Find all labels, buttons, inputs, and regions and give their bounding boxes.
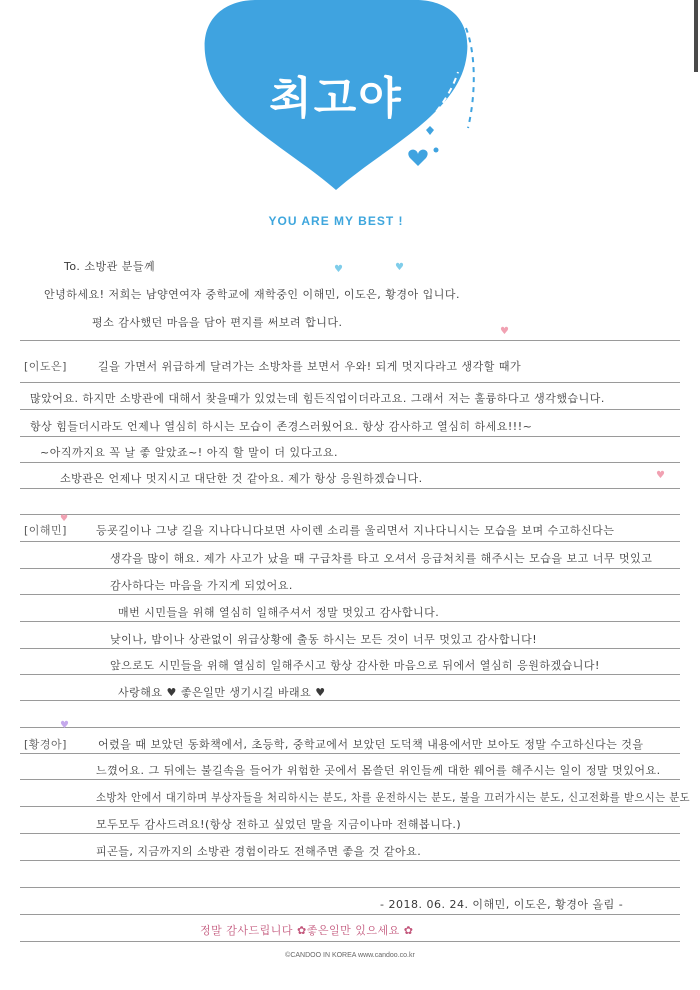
letter-line: 모두모두 감사드려요!(항상 전하고 싶었던 말을 지금이나마 전해봅니다.) [96, 818, 462, 831]
rule-line [20, 488, 680, 489]
letter-line: 생각을 많이 해요. 제가 사고가 났을 때 구급차를 타고 오셔서 응급처치를 해주시는 모습을 보고 너무 멋있고 [110, 552, 653, 565]
section-tag: [이도은] [24, 360, 67, 373]
letter-line: 느꼈어요. 그 뒤에는 불길속을 들어가 위험한 곳에서 몸쓸던 위인들께 대한 웨어를 해주시는 일이 정말 멋있어요. [96, 764, 661, 777]
letter-line: 길을 가면서 위급하게 달려가는 소방차를 보면서 우와! 되게 멋지다라고 생각할 때가 [98, 360, 522, 373]
page-edge-shadow [694, 0, 698, 72]
rule-line [20, 541, 680, 542]
rule-line [20, 514, 680, 515]
rule-line [20, 436, 680, 437]
letter-line: 감사하다는 마음을 가지게 되었어요. [110, 579, 293, 592]
letter-line: 앞으로도 시민들을 위해 열심히 일해주시고 항상 감사한 마음으로 뒤에서 열심히 응원하겠습니다! [110, 659, 600, 672]
rule-line [20, 674, 680, 675]
rule-line [20, 779, 680, 780]
rule-line [20, 462, 680, 463]
heart-doodle-icon: ♥ [656, 470, 665, 481]
section-tag: [이해민] [24, 524, 67, 537]
card-title: 최고야 [269, 73, 403, 124]
heart-doodle-icon: ♥ [334, 264, 343, 275]
card-subtitle: YOU ARE MY BEST ! [268, 214, 404, 228]
greeting: To. 소방관 분들께 [64, 260, 156, 273]
small-hearts-icon [386, 120, 456, 180]
letter-line: 등굣길이나 그냥 길을 지나다니다보면 사이렌 소리를 울리면서 지나다니시는 모습을 보며 수고하신다는 [96, 524, 615, 537]
heart-doodle-icon: ♥ [395, 262, 404, 273]
rule-line [20, 860, 680, 861]
letter-line: 많았어요. 하지만 소방관에 대해서 찾을때가 있었는데 힘든직업이더라고요. 그래서 저는 훌륭하다고 생각했습니다. [30, 392, 605, 405]
rule-line [20, 594, 680, 595]
rule-line [20, 833, 680, 834]
letter-line: 사랑해요 ♥ 좋은일만 생기시길 바래요 ♥ [118, 686, 326, 699]
rule-line [20, 753, 680, 754]
rule-line [20, 914, 680, 915]
rule-line [20, 409, 680, 410]
rule-line [20, 568, 680, 569]
letter-line: 매번 시민들을 위해 열심히 일해주셔서 정말 멋있고 감사합니다. [118, 606, 440, 619]
rule-line [20, 648, 680, 649]
letter-line: 항상 힘들더시라도 언제나 열심히 하시는 모습이 존경스러웠어요. 항상 감사하고 열심히 하세요!!!~ [30, 420, 533, 433]
letter-line: 피곤들, 지금까지의 소방관 경험이라도 전해주면 좋을 것 같아요. [96, 845, 422, 858]
rule-line [20, 621, 680, 622]
heart-doodle-icon: ♥ [500, 326, 509, 337]
rule-line [20, 340, 680, 341]
letter-line: 소방관은 언제나 멋지시고 대단한 것 같아요. 제가 항상 응원하겠습니다. [60, 472, 423, 485]
section-tag: [황경아] [24, 738, 67, 751]
heart-doodle-icon: ♥ [60, 514, 69, 524]
heart-doodle-icon: ♥ [60, 720, 69, 731]
rule-line [20, 700, 680, 701]
rule-line [20, 941, 680, 942]
brand-footer: ©CANDOO IN KOREA www.candoo.co.kr [285, 952, 415, 959]
letter-line: ~아직까지요 꼭 날 좋 알았죠~! 아직 할 말이 더 있다고요. [40, 446, 338, 459]
rule-line [20, 382, 680, 383]
intro-line-1: 안녕하세요! 저희는 남양연여자 중학교에 재학중인 이해민, 이도은, 황경아 입니다. [44, 288, 461, 301]
rule-line [20, 806, 680, 807]
rule-line [20, 727, 680, 728]
intro-line-2: 평소 감사했던 마음을 담아 편지를 써보려 합니다. [92, 316, 343, 329]
letter-line: 낮이나, 밤이나 상관없이 위급상황에 출동 하시는 모든 것이 너무 멋있고 감사합니다! [110, 633, 538, 646]
rule-line [20, 887, 680, 888]
letter-line: 어렸을 때 보았던 동화책에서, 초등학, 중학교에서 보았던 도덕책 내용에서만 보아도 정말 수고하신다는 것을 [98, 738, 644, 751]
signature: - 2018. 06. 24. 이해민, 이도은, 황경아 올림 - [380, 898, 624, 911]
letter-line: 소방차 안에서 대기하며 부상자들을 처리하시는 분도, 차를 운전하시는 분도, 불을 끄러가시는 분도, 신고전화를 받으시는 분도 [96, 791, 691, 804]
closing-line: 정말 감사드립니다 ✿좋은일만 있으세요 ✿ [200, 924, 414, 937]
